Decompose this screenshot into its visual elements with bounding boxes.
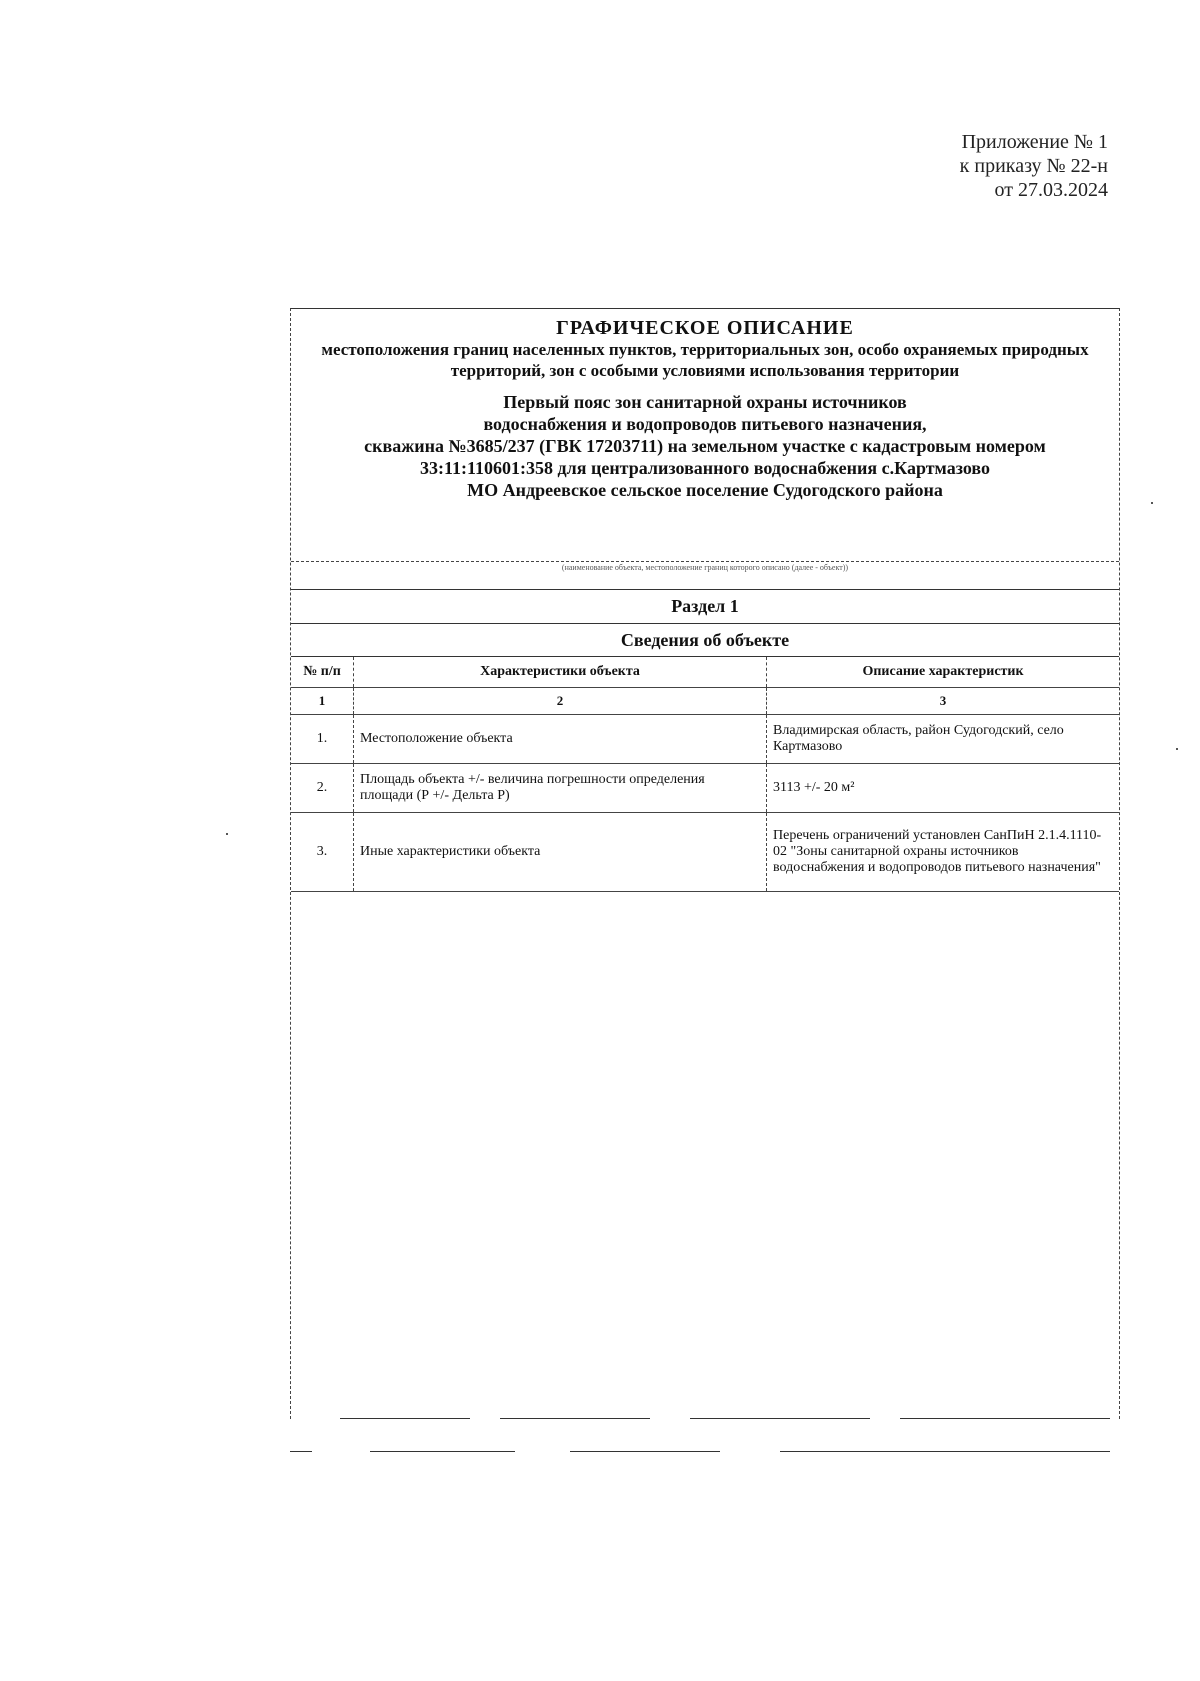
table-row <box>291 813 1119 892</box>
document-subtitle: местоположения границ населенных пунктов, территориальных зон, особо охраняемых природных территорий, зон с особыми условиями использования территории <box>321 340 1089 380</box>
object-caption: (наименование объекта, местоположение границ которого описано (далее - объект)) <box>291 561 1119 572</box>
bottom-rule-lower <box>290 1451 1120 1452</box>
rule-segment <box>500 1418 650 1419</box>
rule-segment <box>780 1451 1110 1452</box>
header-characteristic: Характеристики объекта <box>354 657 767 688</box>
row-description: Перечень ограничений установлен СанПиН 2.1.4.1110-02 "Зоны санитарной охраны источников водоснабжения и водопроводов питьевого назначения" <box>767 813 1120 892</box>
object-info-table <box>291 657 1119 892</box>
header-description: Описание характеристик <box>767 657 1120 688</box>
object-line-1: Первый пояс зон санитарной охраны источников <box>503 392 907 412</box>
rule-segment <box>340 1418 470 1419</box>
scan-speck <box>226 833 228 835</box>
rule-segment <box>690 1418 870 1419</box>
scan-speck <box>1151 502 1153 504</box>
row-index: 3. <box>291 813 354 892</box>
appendix-date: от 27.03.2024 <box>994 179 1108 201</box>
column-number-1: 1 <box>291 688 354 715</box>
object-line-2: водоснабжения и водопроводов питьевого назначения, <box>483 414 927 434</box>
appendix-number: Приложение № 1 <box>961 131 1108 153</box>
row-description: Владимирская область, район Судогодский, село Картмазово <box>767 715 1120 764</box>
rule-segment <box>570 1451 720 1452</box>
rule-segment <box>900 1418 1110 1419</box>
row-description: 3113 +/- 20 м² <box>767 764 1120 813</box>
row-index: 2. <box>291 764 354 813</box>
object-line-5: МО Андреевское сельское поселение Судогодского района <box>467 480 943 500</box>
column-number-3: 3 <box>767 688 1120 715</box>
object-line-3: скважина №3685/237 (ГВК 17203711) на земельном участке с кадастровым номером <box>364 436 1046 456</box>
row-characteristic: Местоположение объекта <box>354 715 767 764</box>
table-row <box>291 715 1119 764</box>
title-block <box>291 317 1119 501</box>
row-characteristic: Площадь объекта +/- величина погрешности определения площади (Р +/- Дельта Р) <box>354 764 767 813</box>
column-number-2: 2 <box>354 688 767 715</box>
appendix-order: к приказу № 22-н <box>959 155 1108 177</box>
rule-segment <box>370 1451 515 1452</box>
scan-speck <box>1176 748 1178 750</box>
bottom-rule-upper <box>290 1418 1120 1419</box>
header-index: № п/п <box>291 657 354 688</box>
section-subtitle: Сведения об объекте <box>291 623 1119 657</box>
table-header-row <box>291 657 1119 688</box>
rule-segment <box>290 1451 312 1452</box>
appendix-note <box>960 130 1108 202</box>
row-index: 1. <box>291 715 354 764</box>
table-row <box>291 764 1119 813</box>
table-column-numbers <box>291 688 1119 715</box>
object-line-4: 33:11:110601:358 для централизованного водоснабжения с.Картмазово <box>420 458 990 478</box>
object-name <box>291 391 1119 501</box>
document-title: ГРАФИЧЕСКОЕ ОПИСАНИЕ <box>556 317 854 339</box>
section-title: Раздел 1 <box>291 589 1119 622</box>
document-frame <box>290 308 1120 1419</box>
row-characteristic: Иные характеристики объекта <box>354 813 767 892</box>
